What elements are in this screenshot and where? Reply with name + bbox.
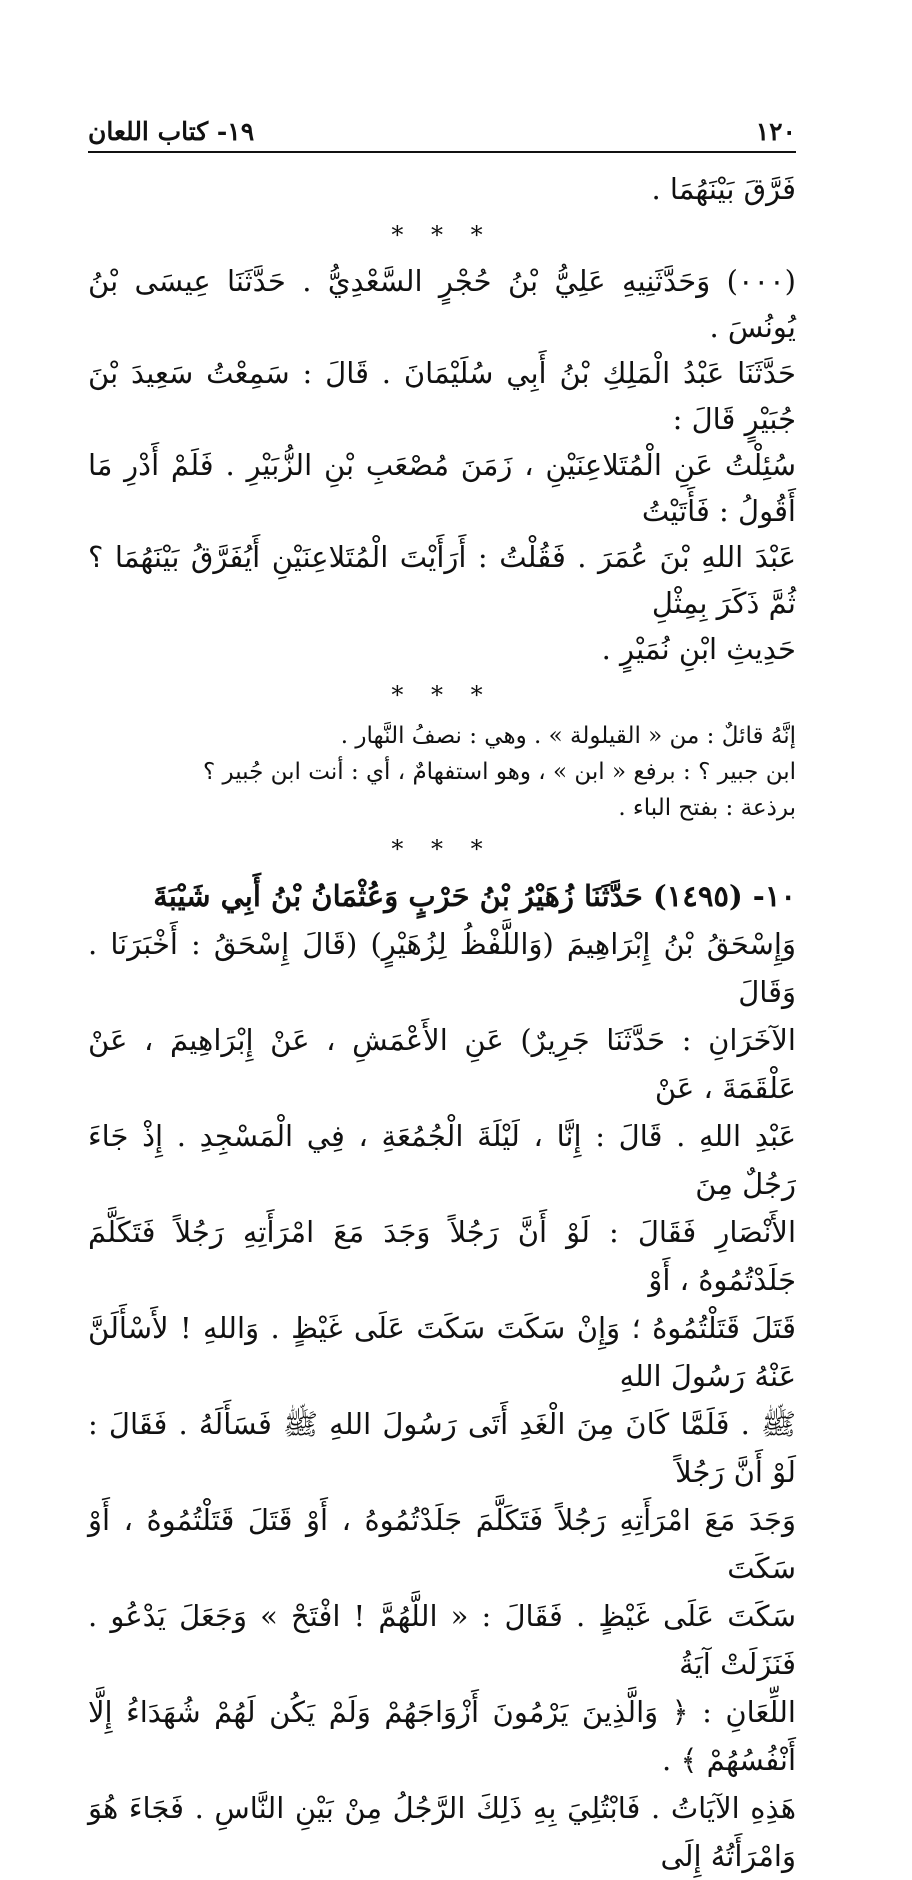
hadith-heading-line: ١٠- (١٤٩٥) حَدَّثَنَا زُهَيْرُ بْنُ حَرْبٍ وَعُثْمَانُ بْنُ أَبِي شَيْبَةَ xyxy=(153,879,796,913)
text-line: سَكَتَ عَلَى غَيْظٍ . فَقَالَ : « اللَّهُمَّ ! افْتَحْ » وَجَعَلَ يَدْعُو . فَنَزَلَتْ آيَةُ xyxy=(88,1599,796,1681)
text-line: عَبْدَ اللهِ بْنَ عُمَرَ . فَقُلْتُ : أَرَأَيْتَ الْمُتَلاعِنَيْنِ أَيُفَرَّقُ بَيْنَهُمَا ؟ ثُمَّ ذَكَرَ بِمِثْلِ xyxy=(88,540,796,620)
text-line: عَبْدِ اللهِ . قَالَ : إِنَّا ، لَيْلَةَ الْجُمُعَةِ ، فِي الْمَسْجِدِ . إِذْ جَاءَ رَجُلٌ مِنَ xyxy=(88,1119,796,1201)
page-number: ١٢٠ xyxy=(755,117,796,146)
text-line: وَإِسْحَقُ بْنُ إِبْرَاهِيمَ (وَاللَّفْظُ لِزُهَيْرٍ) (قَالَ إِسْحَقُ : أَخْبَرَنَا . وَقَالَ xyxy=(88,927,796,1009)
header-rule xyxy=(88,151,796,153)
note-line: إنَّهُ قائلٌ : من « القيلولة » . وهي : نصفُ النَّهار . xyxy=(340,723,796,749)
text-line: وَجَدَ مَعَ امْرَأَتِهِ رَجُلاً فَتَكَلَّمَ جَلَدْتُمُوهُ ، أَوْ قَتَلَ قَتَلْتُمُوهُ ، أَوْ سَكَتَ xyxy=(88,1503,796,1585)
note-line: ابن جبير ؟ : برفع « ابن » ، وهو استفهامٌ ، أي : أنت ابن جُبير ؟ xyxy=(203,759,796,785)
text-line: سُئِلْتُ عَنِ الْمُتَلاعِنَيْنِ ، زَمَنَ مُصْعَبِ بْنِ الزُّبَيْرِ . فَلَمْ أَدْرِ مَا أَقُولُ : فَأَتَيْتُ xyxy=(88,448,796,528)
text-line: حَدَّثَنَا عَبْدُ الْمَلِكِ بْنُ أَبِي سُلَيْمَانَ . قَالَ : سَمِعْتُ سَعِيدَ بْنَ جُبَيْرٍ قَالَ : xyxy=(88,356,796,436)
text-line: الأَنْصَارِ فَقَالَ : لَوْ أَنَّ رَجُلاً وَجَدَ مَعَ امْرَأَتِهِ رَجُلاً فَتَكَلَّمَ جَلَدْتُمُوهُ ، أَوْ xyxy=(88,1215,796,1297)
page-header xyxy=(88,112,796,146)
note-line: برذعة : بفتح الباء . xyxy=(618,795,796,821)
text-line: قَتَلَ قَتَلْتُمُوهُ ؛ وَإِنْ سَكَتَ سَكَتَ عَلَى غَيْظٍ . وَاللهِ ! لأَسْأَلَنَّ عَنْهُ رَسُولَ اللهِ xyxy=(88,1311,796,1393)
hadith-block-2 xyxy=(88,872,796,1880)
text-line: حَدِيثِ ابْنِ نُمَيْرٍ . xyxy=(601,632,796,666)
text-line: ﷺ . فَلَمَّا كَانَ مِنَ الْغَدِ أَتَى رَسُولَ اللهِ ﷺ فَسَأَلَهُ . فَقَالَ : لَوْ أَنَّ رَجُلاً xyxy=(88,1407,796,1489)
page-body xyxy=(88,166,796,1880)
text-line: (٠٠٠) وَحَدَّثَنِيهِ عَلِيُّ بْنُ حُجْرٍ السَّعْدِيُّ . حَدَّثَنَا عِيسَى بْنُ يُونُسَ . xyxy=(88,264,796,344)
section-separator: * * * xyxy=(391,221,493,249)
text-line: هَذِهِ الآيَاتُ . فَابْتُلِيَ بِهِ ذَلِكَ الرَّجُلُ مِنْ بَيْنِ النَّاسِ . فَجَاءَ هُوَ وَامْرَأَتُهُ إِلَى xyxy=(88,1791,796,1873)
text-line: اللِّعَانِ : ﴿ وَالَّذِينَ يَرْمُونَ أَزْوَاجَهُمْ وَلَمْ يَكُن لَهُمْ شُهَدَاءُ إِلَّا أَنْفُسُهُمْ ﴾ . xyxy=(88,1695,796,1777)
opening-line: فَرَّقَ بَيْنَهُمَا . xyxy=(651,172,796,206)
section-separator: * * * xyxy=(391,835,493,863)
text-line: الآخَرَانِ : حَدَّثَنَا جَرِيرٌ) عَنِ الأَعْمَشِ ، عَنْ إِبْرَاهِيمَ ، عَنْ عَلْقَمَةَ ، عَنْ xyxy=(88,1023,796,1105)
chapter-title: ١٩- كتاب اللعان xyxy=(88,117,255,146)
hadith-block-1 xyxy=(88,258,796,672)
section-separator: * * * xyxy=(391,681,493,709)
glossary-notes xyxy=(88,718,796,826)
